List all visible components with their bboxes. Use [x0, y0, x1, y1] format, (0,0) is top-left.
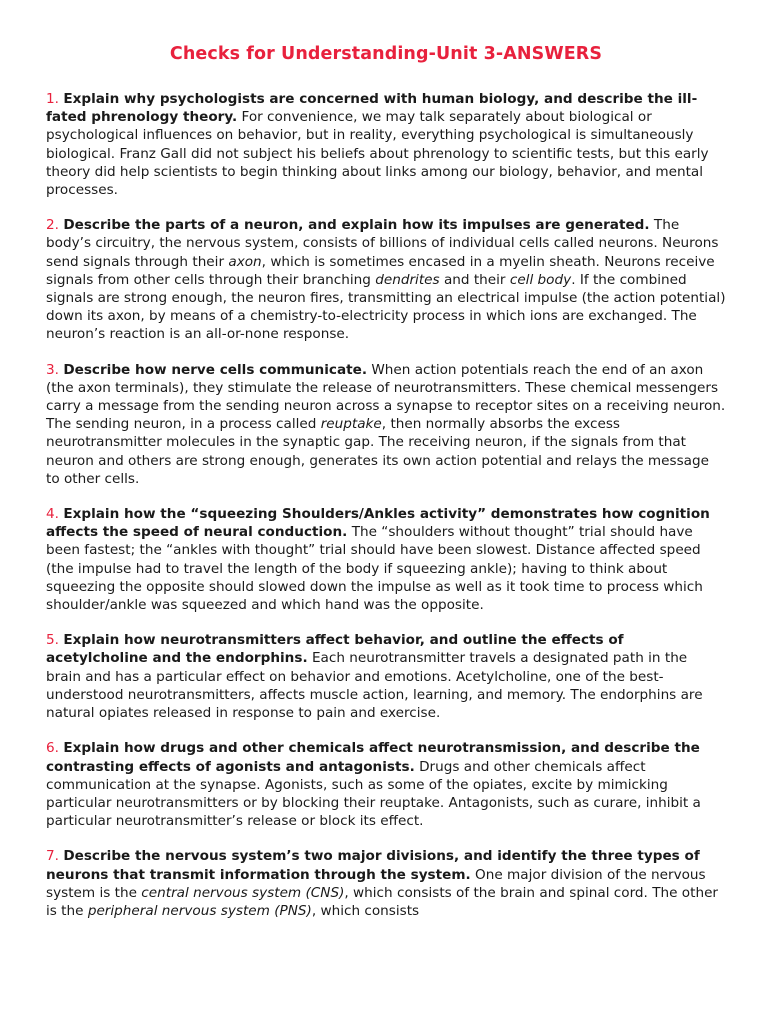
- document-page: [46, 44, 726, 937]
- item-question: Explain how neurotransmitters affect behavior, and outline the effects of acetylcholine and the endorphins.: [46, 632, 624, 667]
- item-answer-term: axon: [228, 253, 262, 270]
- item-answer-term: dendrites: [375, 271, 440, 288]
- item-answer-text: One major division of the nervous system is the: [46, 866, 706, 901]
- item-number: 6.: [46, 740, 59, 757]
- item-number: 2.: [46, 217, 59, 234]
- item-answer-term: cell body: [509, 271, 572, 288]
- item-answer: Drugs and other chemicals affect communication at the synapse. Agonists, such as some of the opiates, excite by mimicking particular neurotransmitters or by blocking their reuptake. Antagonists, such as curare, inhibit a particular neurotransmitter’s release or block its effect.: [46, 758, 701, 830]
- item-answer: Each neurotransmitter travels a designated path in the brain and has a particular effect on behavior and emotions. Acetylcholine, one of the best-understood neurotransmitters, affects muscle action, learning, and memory. The endorphins are natural opiates released in response to pain and exercise.: [46, 650, 703, 722]
- item-number: 7.: [46, 848, 59, 865]
- item-number: 5.: [46, 632, 59, 649]
- item-answer-text: , then normally absorbs the excess neurotransmitter molecules in the synaptic gap. The receiving neuron, if the signals from that neuron and others are strong enough, generates its own action potential and relays the message to other cells.: [46, 416, 709, 487]
- item-answer-term: peripheral nervous system (PNS): [87, 902, 312, 919]
- answer-item-3: [46, 361, 726, 488]
- item-answer-text: , which is sometimes encased in a myelin sheath. Neurons receive signals from other cells through their branching: [46, 253, 715, 288]
- answer-item-1: [46, 90, 726, 199]
- item-question: Describe the nervous system’s two major divisions, and identify the three types of neurons that transmit information through the system.: [46, 848, 700, 883]
- item-question: Explain how drugs and other chemicals affect neurotransmission, and describe the contrasting effects of agonists and antagonists.: [46, 740, 700, 775]
- item-question: Explain why psychologists are concerned with human biology, and describe the ill-fated phrenology theory.: [46, 91, 698, 126]
- answer-item-7: [46, 847, 726, 920]
- item-answer-term: reuptake: [320, 416, 382, 433]
- item-answer-text: and their: [439, 271, 510, 288]
- item-question: Describe how nerve cells communicate.: [63, 361, 368, 378]
- answer-item-5: [46, 631, 726, 722]
- item-answer-text: , which consists: [311, 902, 420, 919]
- item-number: 3.: [46, 361, 59, 378]
- item-number: 1.: [46, 91, 59, 107]
- item-question: Describe the parts of a neuron, and explain how its impulses are generated.: [63, 217, 650, 234]
- item-answer-text: . If the combined signals are strong enough, the neuron fires, transmitting an electrical impulse (the action potential) down its axon, by means of a chemistry-to-electricity process in which ions are exchanged. The neuron’s reaction is an all-or-none response.: [46, 271, 726, 343]
- item-answer: The “shoulders without thought” trial should have been fastest; the “ankles with thought” trial should have been slowest. Distance affected speed (the impulse had to travel the length of the body if squeezing ankle); having to think about squeezing the opposite should slowed down the impulse as well as it took time to process which shoulder/ankle was squeezed and which hand was the opposite.: [46, 524, 703, 614]
- page-title: Checks for Understanding-Unit 3-ANSWERS: [169, 44, 603, 64]
- answer-item-6: [46, 739, 726, 830]
- item-question: Explain how the “squeezing Shoulders/Ankles activity” demonstrates how cognition affects the speed of neural conduction.: [46, 506, 710, 541]
- answer-item-2: [46, 216, 726, 343]
- item-answer-term: central nervous system (CNS): [141, 884, 345, 901]
- item-answer-text: When action potentials reach the end of an axon (the axon terminals), they stimulate the release of neurotransmitters. These chemical messengers carry a message from the sending neuron across a synapse to receptor sites on a receiving neuron. The sending neuron, in a process called: [46, 361, 726, 433]
- item-answer-text: , which consists of the brain and spinal cord. The other is the: [46, 884, 719, 919]
- item-answer: For convenience, we may talk separately about biological or psychological influences on behavior, but in reality, everything psychological is simultaneously biological. Franz Gall did not subject his beliefs about phrenology to scientific tests, but this early theory did help scientists to begin thinking about links among our biology, behavior, and mental processes.: [46, 109, 709, 199]
- item-answer-text: The body’s circuitry, the nervous system, consists of billions of individual cells called neurons. Neurons send signals through their: [46, 217, 719, 270]
- answer-item-4: [46, 505, 726, 614]
- item-number: 4.: [46, 506, 59, 523]
